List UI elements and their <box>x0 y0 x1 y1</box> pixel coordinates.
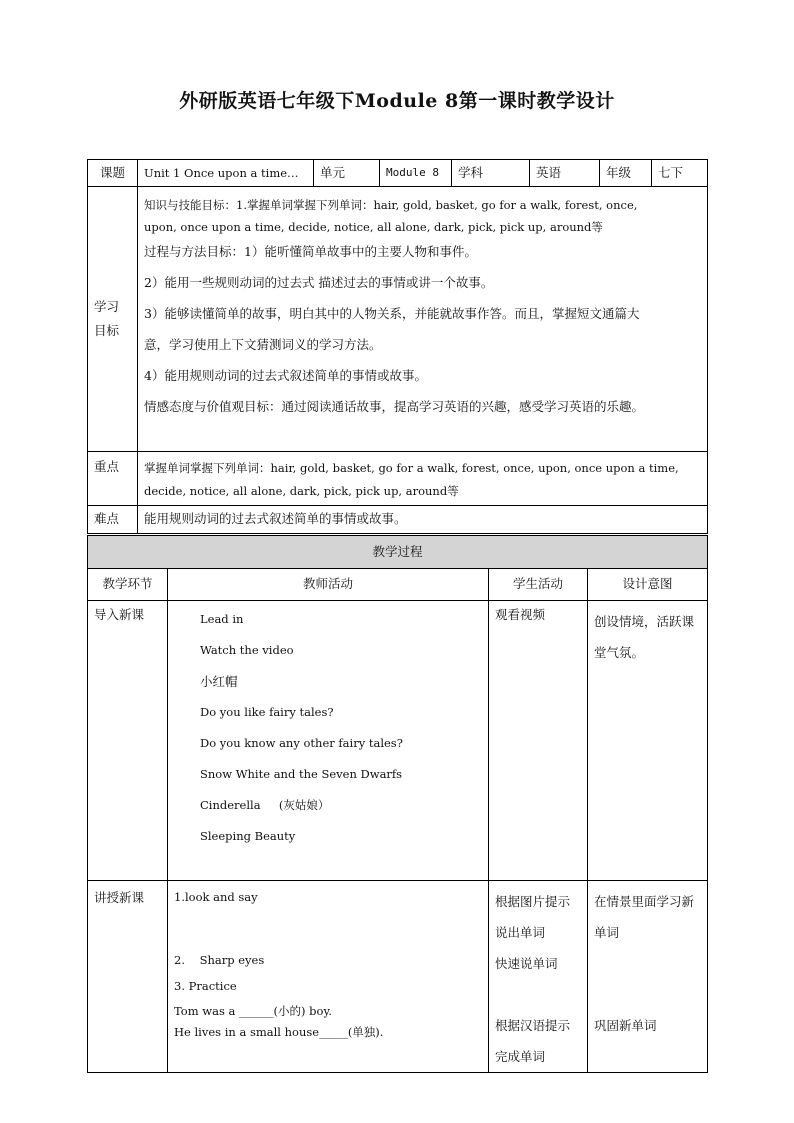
intent-new-lesson <box>588 881 708 1073</box>
activity-line: Do you like fairy tales? <box>200 705 334 719</box>
student-activity: 根据汉语提示完成单词 <box>495 1018 571 1064</box>
document-title: 外研版英语七年级下Module 8第一课时教学设计 <box>179 90 615 112</box>
subject-value: 英语 <box>530 160 600 187</box>
grade-value: 七下 <box>652 160 708 187</box>
column-header-stage: 教学环节 <box>88 569 168 601</box>
unit-label: 单元 <box>314 160 380 187</box>
activity-line: Do you know any other fairy tales? <box>200 736 403 750</box>
objective-line: 过程与方法目标：1）能听懂简单故事中的主要人物和事件。 <box>144 244 477 259</box>
objective-line: 3）能够读懂简单的故事，明白其中的人物关系，并能就故事作答。而且，掌握短文通篇大 <box>144 306 640 321</box>
student-activity-lead-in: 观看视频 <box>489 601 588 881</box>
column-header-intent: 设计意图 <box>588 569 708 601</box>
unit-value: Module 8 <box>380 160 452 187</box>
activity-line: 2. Sharp eyes <box>174 953 265 967</box>
activity-line: 1.look and say <box>174 890 258 904</box>
stage-new-lesson: 讲授新课 <box>88 881 168 1073</box>
column-header-teacher: 教师活动 <box>168 569 489 601</box>
activity-line: 小红帽 <box>200 674 238 689</box>
teacher-activities-new-lesson <box>168 881 489 1073</box>
activity-line: Tom was a ______(小的) boy. <box>174 1004 333 1018</box>
process-table <box>87 535 708 1073</box>
intent-item: 在情景里面学习新单词 <box>594 894 695 940</box>
activity-line: Sleeping Beauty <box>200 829 296 843</box>
objective-line: 知识与技能目标：1.掌握单词掌握下列单词：hair, gold, basket, go for a walk, forest, once, <box>144 198 638 212</box>
key-points-label: 重点 <box>88 452 138 506</box>
student-activities-new-lesson <box>489 881 588 1073</box>
difficulty-content: 能用规则动词的过去式叙述简单的事情或故事。 <box>138 506 708 534</box>
activity-line: Lead in <box>200 612 244 626</box>
objective-line: 2）能用一些规则动词的过去式 描述过去的事情或讲一个故事。 <box>144 275 494 290</box>
activity-line: 3. Practice <box>174 979 237 993</box>
activity-line: He lives in a small house_____(单独). <box>174 1025 384 1039</box>
objective-line: 情感态度与价值观目标：通过阅读通话故事，提高学习英语的兴趣，感受学习英语的乐趣。 <box>144 399 645 414</box>
column-header-student: 学生活动 <box>489 569 588 601</box>
key-points-content <box>138 452 708 506</box>
objective-line: 意，学习使用上下文猜测词义的学习方法。 <box>144 337 382 352</box>
activity-line: Snow White and the Seven Dwarfs <box>200 767 403 781</box>
subject-label: 学科 <box>452 160 530 187</box>
topic-label: 课题 <box>88 160 138 187</box>
objectives-content <box>138 187 708 452</box>
difficulty-label: 难点 <box>88 506 138 534</box>
key-point-line: 掌握单词掌握下列单词：hair, gold, basket, go for a walk, forest, once, upon, once upon a time, <box>144 461 679 475</box>
key-point-line: decide, notice, all alone, dark, pick, pick up, around等 <box>144 484 459 498</box>
objective-line: 4）能用规则动词的过去式叙述简单的事情或故事。 <box>144 368 427 383</box>
objective-line: upon, once upon a time, decide, notice, all alone, dark, pick, pick up, around等 <box>144 220 603 234</box>
intent-item: 巩固新单词 <box>594 1018 657 1033</box>
activity-line: Cinderella (灰姑娘） <box>200 798 330 812</box>
stage-lead-in: 导入新课 <box>88 601 168 881</box>
grade-label: 年级 <box>600 160 652 187</box>
student-activity: 根据图片提示说出单词 <box>495 894 571 940</box>
intent-lead-in: 创设情境，活跃课堂气氛。 <box>588 601 708 881</box>
teacher-activities-lead-in <box>168 601 489 881</box>
student-activity: 快速说单词 <box>495 956 558 971</box>
info-table <box>87 159 708 534</box>
activity-line: Watch the video <box>200 643 294 657</box>
objectives-label: 学习目标 <box>88 187 138 452</box>
topic-value: Unit 1 Once upon a time… <box>138 160 314 187</box>
process-header: 教学过程 <box>88 536 708 569</box>
